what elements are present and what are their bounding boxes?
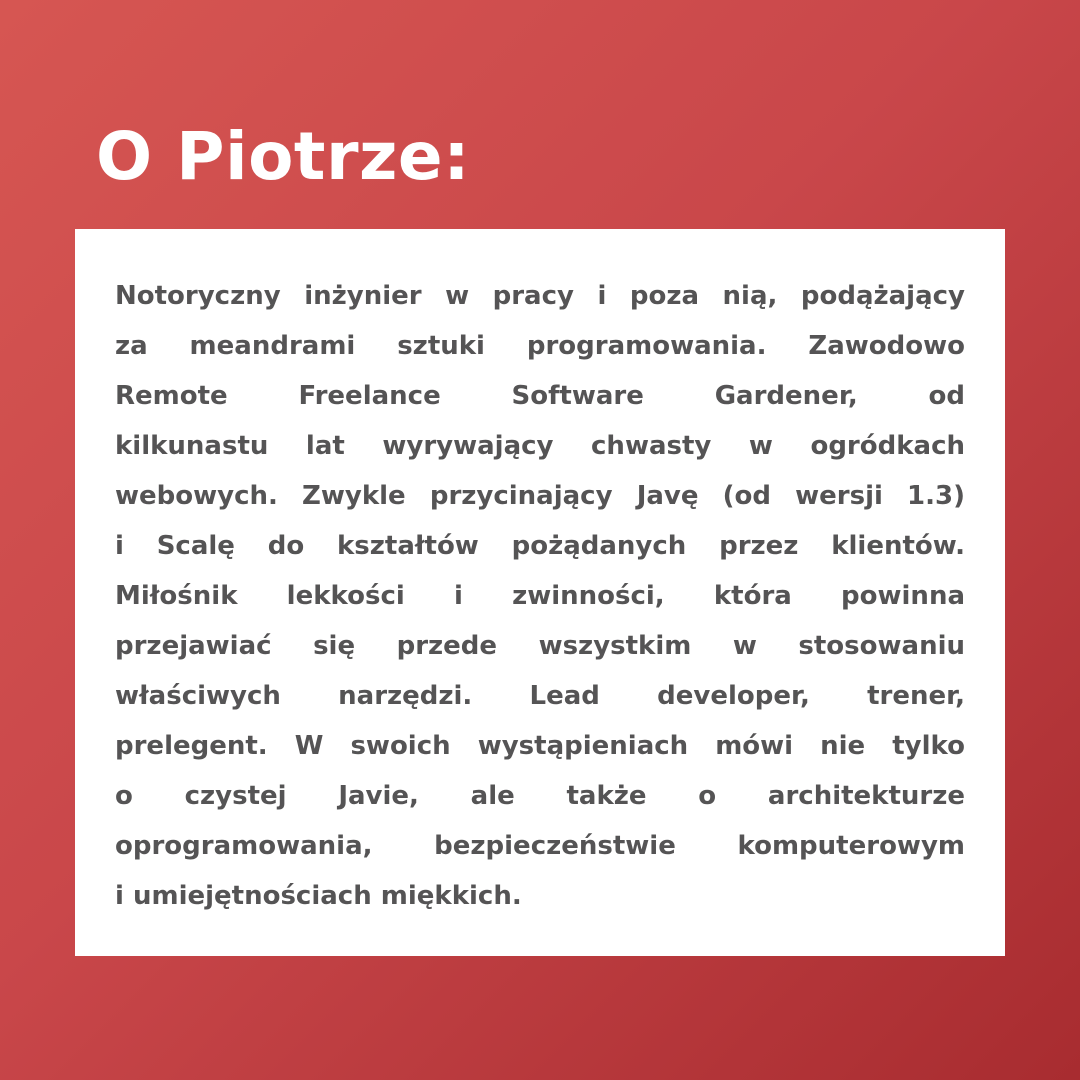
bio-line: oprogramowania, bezpieczeństwie komputerowym	[115, 831, 965, 861]
bio-line: właściwych narzędzi. Lead developer, trener,	[115, 681, 965, 711]
bio-line: o czystej Javie, ale także o architekturze	[115, 781, 965, 811]
bio-card	[75, 229, 1005, 956]
bio-line: prelegent. W swoich wystąpieniach mówi nie tylko	[115, 731, 965, 761]
bio-line: webowych. Zwykle przycinający Javę (od wersji 1.3)	[115, 481, 965, 511]
bio-line: i umiejętnościach miękkich.	[115, 881, 522, 911]
bio-line: kilkunastu lat wyrywający chwasty w ogródkach	[115, 431, 965, 461]
bio-paragraph	[115, 271, 965, 921]
bio-line: Remote Freelance Software Gardener, od	[115, 381, 965, 411]
bio-line: przejawiać się przede wszystkim w stosowaniu	[115, 631, 965, 661]
bio-line: Miłośnik lekkości i zwinności, która powinna	[115, 581, 965, 611]
bio-line: i Scalę do kształtów pożądanych przez klientów.	[115, 531, 965, 561]
page-title: O Piotrze:	[96, 118, 471, 195]
bio-line: za meandrami sztuki programowania. Zawodowo	[115, 331, 965, 361]
bio-line: Notoryczny inżynier w pracy i poza nią, podążający	[115, 281, 965, 311]
